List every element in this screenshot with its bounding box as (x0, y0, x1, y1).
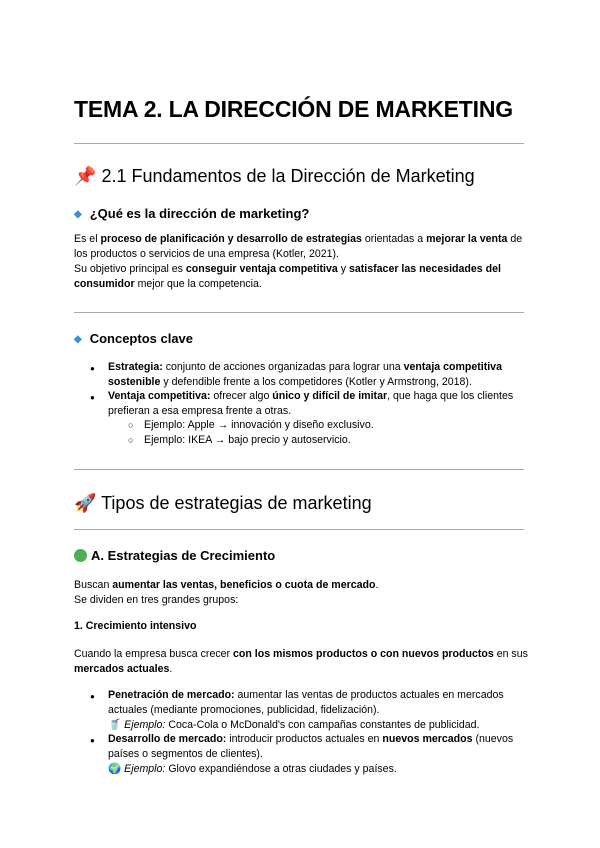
subheading-text: A. Estrategias de Crecimiento (91, 548, 276, 563)
globe-icon: 🌍 (108, 763, 122, 775)
list-item-estrategia (90, 360, 528, 390)
green-circle-icon (74, 549, 87, 562)
paragraph-definition (74, 232, 534, 292)
text-bold: mejorar la venta (426, 233, 508, 245)
text: de los productos o servicios de una empresa (Kotler, 2021). (74, 233, 523, 260)
text-bold: único y difícil de imitar (272, 390, 388, 402)
text: orientadas a (361, 233, 427, 245)
heading-crecimiento-intensivo: 1. Crecimiento intensivo (74, 620, 197, 632)
bullet-dot: ● (90, 736, 95, 745)
paragraph-buscan (74, 578, 534, 608)
subheading-conceptos (74, 331, 193, 346)
text: introducir productos actuales en (226, 733, 383, 745)
subheading-text: ¿Qué es la dirección de marketing? (89, 206, 310, 221)
list-item-penetracion (90, 688, 528, 733)
text-bold: conseguir ventaja competitiva (185, 263, 338, 275)
pushpin-icon: 📌 (74, 166, 97, 186)
text-bold: Ventaja competitiva: (108, 390, 211, 402)
text: (nuevos países o segmentos de clientes). (108, 733, 514, 760)
text-bold: Estrategia: (108, 361, 163, 373)
list-item-ventaja (90, 389, 528, 419)
text: Buscan (74, 579, 113, 591)
text: mejor que la competencia. (134, 278, 262, 290)
text: Es el (74, 233, 101, 245)
text-bold: aumentar las ventas, beneficios o cuota de mercado (112, 579, 376, 591)
bullet-dot: ● (90, 364, 95, 373)
divider (74, 469, 524, 470)
paragraph-intensivo (74, 647, 534, 677)
text-bold: Penetración de mercado: (108, 689, 235, 701)
text: , que haga que los clientes prefieran a esa empresa frente a otras. (108, 390, 514, 417)
text-italic: Ejemplo: (124, 719, 166, 731)
text: . (375, 579, 379, 591)
text: Ejemplo: IKEA → bajo precio y autoservicio. (144, 434, 351, 446)
divider (74, 529, 524, 530)
text-bold: nuevos mercados (382, 733, 473, 745)
blue-diamond-icon: ◆ (74, 209, 82, 220)
sub-list-item-ikea (128, 433, 351, 448)
text: Ejemplo: Apple → innovación y diseño exclusivo. (144, 419, 374, 431)
text-bold: mercados actuales (74, 663, 170, 675)
subheading-text: Conceptos clave (89, 331, 194, 346)
text: Glovo expandiéndose a otras ciudades y países. (165, 763, 397, 775)
cup-icon: 🥤 (108, 719, 122, 731)
hollow-bullet: ○ (128, 435, 134, 445)
text: Se dividen en tres grandes grupos: (74, 594, 239, 606)
blue-diamond-icon: ◆ (74, 334, 82, 345)
text: en sus (493, 648, 528, 660)
text-bold: satisfacer las necesidades del consumidor (74, 263, 501, 290)
section-heading-tipos (74, 493, 372, 514)
section-heading-text: 2.1 Fundamentos de la Dirección de Marketing (101, 166, 475, 186)
list-item-desarrollo (90, 732, 528, 777)
subheading-crecimiento (74, 548, 275, 563)
text-italic: Ejemplo: (124, 763, 166, 775)
text: . (169, 663, 173, 675)
divider (74, 143, 524, 144)
text: aumentar las ventas de productos actuales en mercados actuales (mediante promociones, publicidad, fidelización). (108, 689, 504, 716)
hollow-bullet: ○ (128, 420, 134, 430)
text: Su objetivo principal es (74, 263, 186, 275)
text-bold: con los mismos productos o con nuevos productos (233, 648, 494, 660)
section-heading-fundamentos (74, 166, 475, 187)
section-heading-text: Tipos de estrategias de marketing (101, 493, 372, 513)
text: conjunto de acciones organizadas para lograr una (162, 361, 404, 373)
divider (74, 312, 524, 313)
subheading-que-es (74, 206, 309, 221)
text: ofrecer algo (210, 390, 273, 402)
rocket-icon: 🚀 (74, 493, 97, 513)
sub-list-item-apple (128, 418, 374, 433)
text: y defendible frente a los competidores (Kotler y Armstrong, 2018). (160, 376, 472, 388)
page-title: TEMA 2. LA DIRECCIÓN DE MARKETING (74, 96, 513, 122)
text: y (337, 263, 349, 275)
bullet-dot: ● (90, 692, 95, 701)
text-bold: proceso de planificación y desarrollo de estrategias (100, 233, 362, 245)
text-bold: Desarrollo de mercado: (108, 733, 227, 745)
text-bold: ventaja competitiva sostenible (108, 361, 502, 388)
bullet-dot: ● (90, 393, 95, 402)
text: Coca-Cola o McDonald's con campañas constantes de publicidad. (165, 719, 480, 731)
text: Cuando la empresa busca crecer (74, 648, 233, 660)
